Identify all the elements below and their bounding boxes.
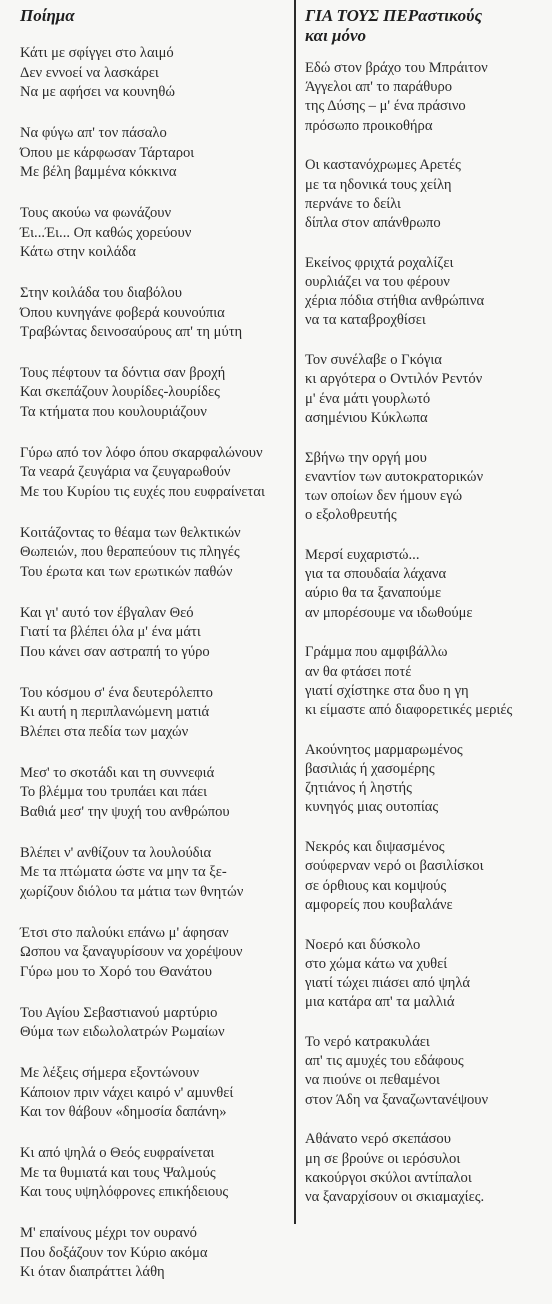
left-verse-line: Και τον θάβουν «δημοσία δαπάνη» <box>20 1104 227 1121</box>
right-verse-line: των οποίων δεν ήμουν εγώ <box>305 488 463 505</box>
right-stanza <box>305 1130 549 1207</box>
left-verse-line: Γιατί τα βλέπει όλα μ' ένα μάτι <box>20 624 201 641</box>
right-verse-line: αν μπορέσουμε να ιδωθούμε <box>305 604 473 621</box>
right-verse-line: να ξαναρχίσουν οι σκιαμαχίες. <box>305 1189 485 1206</box>
right-stanza <box>305 838 549 915</box>
right-verse-line: Νοερό και δύσκολο <box>305 936 421 953</box>
left-verse-line: Του Αγίου Σεβαστιανού μαρτύριο <box>20 1004 218 1021</box>
left-verse-line: Όπου με κάρφωσαν Τάρταροι <box>20 144 195 161</box>
right-poem-title <box>305 6 549 46</box>
left-verse-line: Που κάνει σαν αστραπή το γύρο <box>20 643 210 660</box>
right-verse-line: Νεκρός και διψασμένος <box>305 839 445 856</box>
right-verse-line: αμφορείς που κουβαλάνε <box>305 896 453 913</box>
left-verse-line: Του έρωτα και των ερωτικών παθών <box>20 564 233 580</box>
left-stanza <box>20 604 288 663</box>
right-verse-line: στον Άδη να ξαναζωντανέψουν <box>305 1091 489 1108</box>
left-verse-line: Έι...Έι... Οπ καθώς χορεύουν <box>20 224 192 241</box>
left-verse-line: Βλέπει ν' ανθίζουν τα λουλούδια <box>20 844 212 861</box>
left-verse-line: Θωπειών, που θεραπεύουν τις πληγές <box>20 544 240 561</box>
right-verse-line: κακούργοι σκύλοι αντίπαλοι <box>305 1169 472 1186</box>
left-verse-line: Κι από ψηλά ο Θεός ευφραίνεται <box>20 1144 215 1161</box>
left-verse-line: χωρίζουν διόλου τα μάτια των θνητών <box>20 883 244 900</box>
right-verse-line: στο χώμα κάτω να χυθεί <box>305 955 448 972</box>
left-stanza <box>20 444 288 503</box>
left-verse-line: Γύρω από τον λόφο όπου σκαρφαλώνουν <box>20 444 263 461</box>
right-verse-line: γιατί σχίστηκε στα δυο η γη <box>305 682 469 699</box>
right-verse-line: ουρλιάζει να του φέρουν <box>305 274 450 291</box>
left-verse-line: Το βλέμμα του τρυπάει και πάει <box>20 784 208 801</box>
left-verse-line: Τους ακούω να φωνάζουν <box>20 204 172 221</box>
left-verse-line: Ωσπου να ξαναγυρίσουν να χορέψουν <box>20 944 243 961</box>
right-verse-line: δίπλα στον απάνθρωπο <box>305 215 441 232</box>
left-verse-line: Στην κοιλάδα του διαβόλου <box>20 284 182 301</box>
right-verse-line: για τα σπουδαία λάχανα <box>305 566 447 583</box>
right-verse-line: Εκείνος φριχτά ροχαλίζει <box>305 254 454 271</box>
right-stanza <box>305 643 549 720</box>
left-stanza <box>20 284 288 343</box>
left-verse-line: Με τα θυμιατά και τους Ψαλμούς <box>20 1164 216 1181</box>
right-poem-body <box>305 59 549 1207</box>
right-verse-line: πρόσωπο προικοθήρα <box>305 117 433 134</box>
right-verse-line: εναντίον των αυτοκρατορικών <box>305 468 484 485</box>
left-stanza <box>20 684 288 743</box>
right-verse-line: απ' τις αμυχές του εδάφους <box>305 1053 464 1070</box>
left-stanza <box>20 124 288 183</box>
left-verse-line: Δεν εννοεί να λασκάρει <box>20 64 159 81</box>
left-verse-line: Και γι' αυτό τον έβγαλαν Θεό <box>20 604 194 621</box>
right-poem-column <box>305 6 549 1228</box>
right-verse-line: σούφερναν νερό οι βασιλίσκοι <box>305 858 484 875</box>
left-poem-column <box>20 6 288 1304</box>
left-stanza <box>20 524 288 583</box>
left-verse-line: Να φύγω απ' τον πάσαλο <box>20 124 167 141</box>
right-verse-line: κι είμαστε από διαφορετικές μεριές <box>305 702 513 719</box>
left-verse-line: Τους πέφτουν τα δόντια σαν βροχή <box>20 364 226 381</box>
left-stanza <box>20 364 288 423</box>
right-verse-line: Τον συνέλαβε ο Γκόγια <box>305 352 442 369</box>
right-poem-title-line-2: και μόνο <box>305 26 367 45</box>
right-verse-line: Το νερό κατρακυλάει <box>305 1034 430 1051</box>
right-stanza <box>305 254 549 331</box>
right-verse-line: βασιλιάς ή χασομέρης <box>305 761 435 778</box>
right-verse-line: Γράμμα που αμφιβάλλω <box>305 644 448 661</box>
left-verse-line: Κι όταν διαπράττει λάθη <box>20 1264 165 1281</box>
right-verse-line: με τα ηδονικά τους χείλη <box>305 176 452 193</box>
left-verse-line: Τα κτήματα που κουλουριάζουν <box>20 404 207 421</box>
right-verse-line: Εδώ στον βράχο του Μπράιτον <box>305 60 488 76</box>
right-stanza <box>305 936 549 1013</box>
left-verse-line: Θύμα των ειδωλολατρών Ρωμαίων <box>20 1024 225 1041</box>
left-verse-line: Τραβώντας δεινοσαύρους απ' τη μύτη <box>20 324 243 341</box>
right-verse-line: γιατί τώχει πιάσει από ψηλά <box>305 975 471 992</box>
left-verse-line: Με τα πτώματα ώστε να μην τα ξε- <box>20 864 227 881</box>
left-stanza <box>20 844 288 903</box>
right-verse-line: ζητιάνος ή ληστής <box>305 780 412 797</box>
left-stanza <box>20 1224 288 1283</box>
left-verse-line: Με λέξεις σήμερα εξοντώνουν <box>20 1065 200 1081</box>
right-verse-line: Οι καστανόχρωμες Αρετές <box>305 157 461 174</box>
right-verse-line: μη σε βρούνε οι ιερόσυλοι <box>305 1150 461 1167</box>
right-verse-line: χέρια πόδια στήθια ανθρώπινα <box>305 293 485 310</box>
left-stanza <box>20 764 288 823</box>
left-verse-line: Του κόσμου σ' ένα δευτερόλεπτο <box>20 684 213 701</box>
left-stanza <box>20 1144 288 1203</box>
right-verse-line: της Δύσης – μ' ένα πράσινο <box>305 98 466 115</box>
left-verse-line: Και τους υψηλόφρονες επικήδειους <box>20 1184 229 1201</box>
right-verse-line: να πιούνε οι πεθαμένοι <box>305 1072 440 1089</box>
left-verse-line: Με του Κυρίου τις ευχές που ευφραίνεται <box>20 484 265 501</box>
left-verse-line: Κάποιον πριν νάχει καιρό ν' αμυνθεί <box>20 1084 234 1101</box>
left-verse-line: Που δοξάζουν τον Κύριο ακόμα <box>20 1244 208 1261</box>
right-verse-line: μ' ένα μάτι γουρλωτό <box>305 390 431 407</box>
left-poem-body <box>20 44 288 1283</box>
left-stanza <box>20 1004 288 1043</box>
right-verse-line: αν θα φτάσει ποτέ <box>305 663 412 680</box>
right-verse-line: ασημένιου Κύκλωπα <box>305 409 428 426</box>
left-stanza <box>20 1064 288 1123</box>
left-stanza <box>20 924 288 983</box>
left-verse-line: Και σκεπάζουν λουρίδες-λουρίδες <box>20 384 220 401</box>
right-stanza <box>305 351 549 428</box>
column-divider <box>294 0 296 1224</box>
left-verse-line: Κάτω στην κοιλάδα <box>20 244 136 261</box>
left-verse-line: Έτσι στο παλούκι επάνω μ' άφησαν <box>20 924 229 941</box>
left-verse-line: Μ' επαίνους μέχρι τον ουρανό <box>20 1224 197 1241</box>
right-verse-line: μια κατάρα απ' τα μαλλιά <box>305 994 455 1011</box>
right-verse-line: Αθάνατο νερό σκεπάσου <box>305 1131 451 1148</box>
right-verse-line: να τα καταβροχθίσει <box>305 312 426 329</box>
right-verse-line: Ακούνητος μαρμαρωμένος <box>305 741 463 758</box>
right-stanza <box>305 156 549 233</box>
left-verse-line: Βλέπει στα πεδία των μαχών <box>20 723 189 740</box>
right-verse-line: κυνηγός μιας ουτοπίας <box>305 799 439 816</box>
left-verse-line: Γύρω μου το Χορό του Θανάτου <box>20 963 212 980</box>
left-verse-line: Τα νεαρά ζευγάρια να ζευγαρωθούν <box>20 464 231 481</box>
right-verse-line: αύριο θα τα ξαναπούμε <box>305 585 442 602</box>
right-verse-line: ο εξολοθρευτής <box>305 507 397 524</box>
left-verse-line: Μεσ' το σκοτάδι και τη συννεφιά <box>20 764 215 781</box>
right-stanza <box>305 59 549 136</box>
left-verse-line: Να με αφήσει να κουνηθώ <box>20 84 175 101</box>
right-verse-line: Μερσί ευχαριστώ... <box>305 547 420 564</box>
left-verse-line: Βαθιά μεσ' την ψυχή του ανθρώπου <box>20 803 230 820</box>
left-poem-title: Ποίημα <box>20 6 75 25</box>
right-stanza <box>305 449 549 526</box>
right-verse-line: Σβήνω την οργή μου <box>305 449 427 466</box>
right-stanza <box>305 546 549 623</box>
right-poem-title-line-1: ΓΙΑ ΤΟΥΣ ΠΕΡαστικούς <box>305 6 483 25</box>
left-verse-line: Κοιτάζοντας το θέαμα των θελκτικών <box>20 524 241 541</box>
left-verse-line: Κι αυτή η περιπλανώμενη ματιά <box>20 704 210 721</box>
left-verse-line: Όπου κυνηγάνε φοβερά κουνούπια <box>20 304 225 321</box>
right-verse-line: σε όρθιους και κομψούς <box>305 877 447 894</box>
left-verse-line: Με βέλη βαμμένα κόκκινα <box>20 164 177 181</box>
left-stanza <box>20 44 288 103</box>
left-verse-line: Κάτι με σφίγγει στο λαιμό <box>20 45 174 61</box>
right-stanza <box>305 1033 549 1110</box>
right-verse-line: Άγγελοι απ' το παράθυρο <box>305 79 453 96</box>
right-verse-line: κι αργότερα ο Οντιλόν Ρεντόν <box>305 371 483 388</box>
left-stanza <box>20 204 288 263</box>
right-verse-line: περνάνε το δείλι <box>305 195 401 212</box>
right-stanza <box>305 741 549 818</box>
